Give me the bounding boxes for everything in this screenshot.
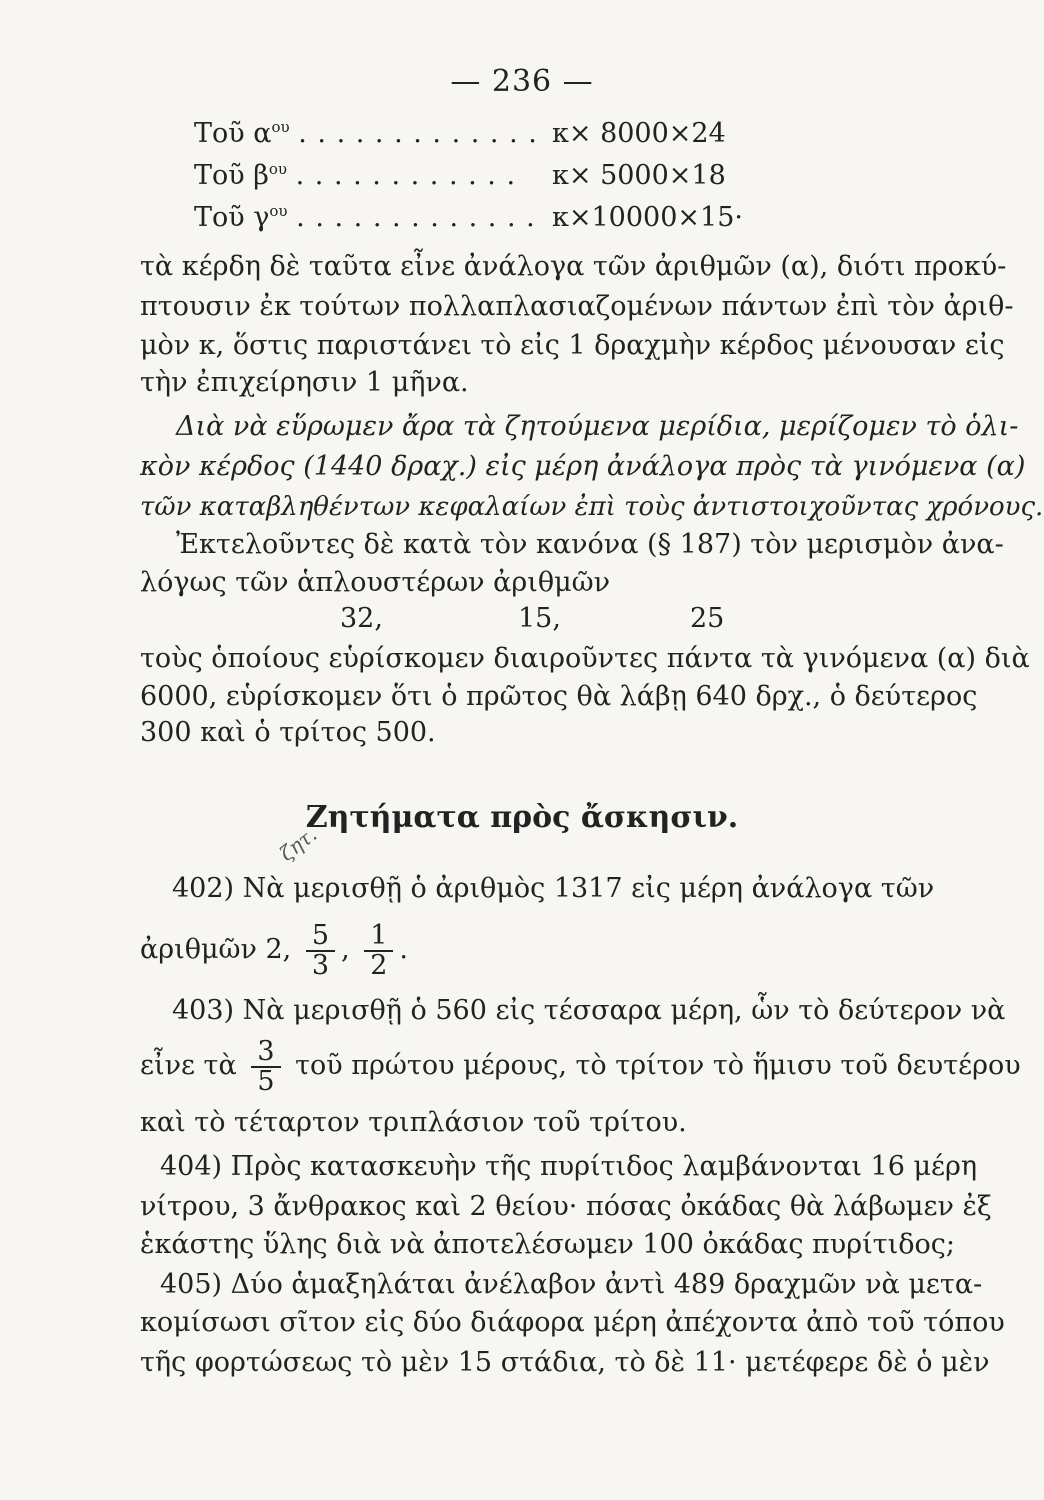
simple-number: 25 <box>690 603 725 634</box>
text-line: πτουσιν ἐκ τούτων πολλαπλασιαζομένων πάντων ἐπὶ τὸν ἀριθ- <box>140 291 1014 322</box>
exercise-405-line: κομίσωσι σῖτον εἰς δύο διάφορα μέρη ἀπέχοντα ἀπὸ τοῦ τόπου <box>140 1307 1005 1338</box>
text-line: μὸν κ, ὅστις παριστάνει τὸ εἰς 1 δραχμὴν κέρδος μένουσαν εἰς <box>140 330 1005 361</box>
exercise-402-line: 402) Νὰ μερισθῇ ὁ ἀριθμὸς 1317 εἰς μέρη ἀνάλογα τῶν <box>172 873 935 904</box>
text-line: τοὺς ὁποίους εὑρίσκομεν διαιροῦντες πάντα τὰ γινόμενα (α) διὰ <box>140 643 1030 674</box>
text-line: κὸν κέρδος (1440 δραχ.) εἰς μέρη ἀνάλογα πρὸς τὰ γινόμενα (α) <box>140 451 1026 482</box>
simple-number: 15, <box>518 603 561 634</box>
text-line: Ἐκτελοῦντες δὲ κατὰ τὸν κανόνα (§ 187) τὸν μερισμὸν ἀνα- <box>176 529 1004 560</box>
exercise-404-line: 404) Πρὸς κατασκευὴν τῆς πυρίτιδος λαμβάνονται 16 μέρη <box>160 1151 978 1182</box>
exercise-404-line: ἑκάστης ὕλης διὰ νὰ ἀποτελέσωμεν 100 ὀκάδας πυρίτιδος; <box>140 1229 955 1260</box>
text-line: 300 καὶ ὁ τρίτος 500. <box>140 717 436 748</box>
text-line: Διὰ νὰ εὕρωμεν ἄρα τὰ ζητούμενα μερίδια, μερίζομεν τὸ ὁλι- <box>176 411 1019 442</box>
exercise-402-fractions: ἀριθμῶν 2, $\frac{5}{3}$ , $\frac{1}{2}$ . <box>140 919 409 981</box>
fraction: $\frac{1}{2}$ <box>364 922 393 980</box>
product-expr: κ×10000×15· <box>552 202 743 233</box>
text-line: τῶν καταβληθέντων κεφαλαίων ἐπὶ τοὺς ἀντιστοιχοῦντας χρόνους. <box>140 492 1044 522</box>
product-expr: κ× 5000×18 <box>552 160 726 191</box>
exercise-403-line: 403) Νὰ μερισθῇ ὁ 560 εἰς τέσσαρα μέρη, ὧν τὸ δεύτερον νὰ <box>172 995 1006 1026</box>
exercise-404-line: νίτρου, 3 ἄνθρακος καὶ 2 θείου· πόσας ὀκάδας θὰ λάβωμεν ἐξ <box>140 1191 992 1222</box>
handwritten-note: ζητ. <box>274 822 322 866</box>
text-line: τὰ κέρδη δὲ ταῦτα εἶνε ἀνάλογα τῶν ἀριθμῶν (α), διότι προκύ- <box>140 251 1007 282</box>
fraction: $\frac{5}{3}$ <box>306 922 335 980</box>
product-row: Τοῦ $\alpha^{o\upsilon}$ . . . . . . . . . . . . . <box>194 118 538 149</box>
text-line: λόγως τῶν ἁπλουστέρων ἀριθμῶν <box>140 567 611 598</box>
fraction: $\frac{3}{5}$ <box>251 1038 280 1096</box>
page-number: — 236 — <box>450 64 594 99</box>
exercise-405-line: 405) Δύο ἁμαξηλάται ἀνέλαβον ἀντὶ 489 δραχμῶν νὰ μετα- <box>160 1269 983 1300</box>
simple-number: 32, <box>340 603 383 634</box>
exercise-403-line: καὶ τὸ τέταρτον τριπλάσιον τοῦ τρίτου. <box>140 1107 687 1138</box>
product-row: Τοῦ $\gamma^{o\upsilon}$ . . . . . . . . . . . . . <box>194 202 536 233</box>
text-line: 6000, εὑρίσκομεν ὅτι ὁ πρῶτος θὰ λάβῃ 640 δρχ., ὁ δεύτερος <box>140 681 978 712</box>
product-row: Τοῦ $\beta^{o\upsilon}$ . . . . . . . . . . . . <box>194 160 517 191</box>
product-expr: κ× 8000×24 <box>552 118 726 149</box>
text-line: τὴν ἐπιχείρησιν 1 μῆνα. <box>140 367 469 398</box>
exercise-403-fraction-line: εἶνε τὰ $\frac{3}{5}$ τοῦ πρώτου μέρους, τὸ τρίτον τὸ ἥμισυ τοῦ δευτέρου <box>140 1035 1021 1097</box>
section-heading: Ζητήματα πρὸς ἄσκησιν. <box>305 800 739 835</box>
exercise-405-line: τῆς φορτώσεως τὸ μὲν 15 στάδια, τὸ δὲ 11· μετέφερε δὲ ὁ μὲν <box>140 1347 990 1378</box>
